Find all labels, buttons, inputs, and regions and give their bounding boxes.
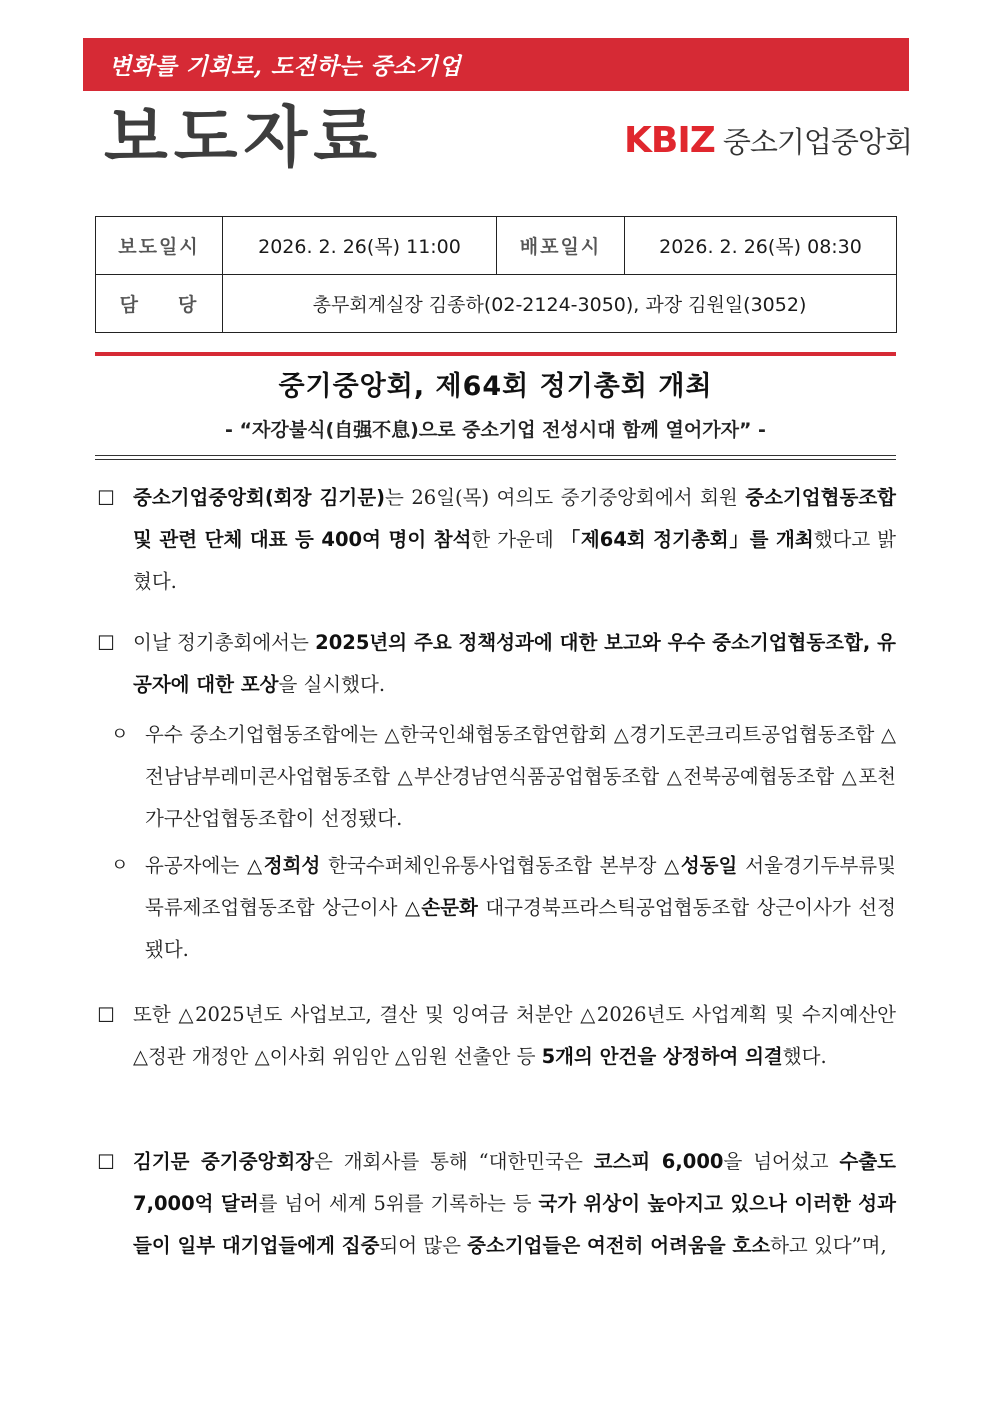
release-info-table [95,216,897,333]
document-type-title: 보도자료 [104,99,384,176]
paragraph-3 [95,994,896,1078]
paragraph-2-text: 이날 정기총회에서는 2025년의 주요 정책성과에 대한 보고와 우수 중소기업협동조합, 유공자에 대한 포상을 실시했다. [133,631,896,696]
distribution-label: 배포일시 [497,217,625,275]
slogan-text: 변화를 기회로, 도전하는 중소기업 [109,53,462,80]
title-bottom-rule [95,455,896,460]
logo-org-name: 중소기업중앙회 [722,124,912,159]
paragraph-3-text: 또한 △2025년도 사업보고, 결산 및 잉여금 처분안 △2026년도 사업계획 및 수지예산안 △정관 개정안 △이사회 위임안 △임원 선출안 등 5개의 안건을 상정하여 의결했다. [133,1003,896,1068]
title-top-rule [95,352,896,356]
paragraph-4 [95,1141,896,1267]
checkbox-bullet-icon: ☐ [97,486,115,510]
circle-bullet-icon: ㅇ [111,855,129,876]
paragraph-2 [95,622,896,706]
sub-item-1 [95,714,896,840]
slogan-banner [83,38,909,91]
paragraph-1-text: 중소기업중앙회(회장 김기문)는 26일(목) 여의도 중기중앙회에서 회원 중소기업협동조합 및 관련 단체 대표 등 400여 명이 참석한 가운데 「제64회 정기총회」를 개최했다고 밝혔다. [133,486,897,593]
contact-row [96,275,897,333]
logo-mark: KBIZ [624,119,715,161]
sub-item-2-text: 유공자에는 △정희성 한국수퍼체인유통사업협동조합 본부장 △성동일 서울경기두부류및묵류제조업협동조합 상근이사 △손문화 대구경북프라스틱공업협동조합 상근이사가 선정됐다. [145,854,896,961]
contact-label-2: 당 [178,294,199,316]
release-row [96,217,897,275]
article-subtitle: - “자강불식(自强不息)으로 중소기업 전성시대 함께 열어가자” - [225,419,766,441]
sub-item-1-text: 우수 중소기업협동조합에는 △한국인쇄협동조합연합회 △경기도콘크리트공업협동조합 △전남남부레미콘사업협동조합 △부산경남연식품공업협동조합 △전북공예협동조합 △포천가구산업협동조합이 선정됐다. [145,723,896,830]
checkbox-bullet-icon: ☐ [97,631,115,655]
contact-label-1: 담 [119,294,178,316]
release-label: 보도일시 [96,217,223,275]
checkbox-bullet-icon: ☐ [97,1150,115,1174]
release-value: 2026. 2. 26(목) 11:00 [223,217,497,275]
paragraph-4-text: 김기문 중기중앙회장은 개회사를 통해 “대한민국은 코스피 6,000을 넘어섰고 수출도 7,000억 달러를 넘어 세계 5위를 기록하는 등 국가 위상이 높아지고 있으나 이러한 성과들이 일부 대기업들에게 집중되어 많은 중소기업들은 여전히 어려움을 호소하고 있다”며, [133,1150,896,1257]
article-title: 중기중앙회, 제64회 정기총회 개최 [278,371,713,402]
paragraph-1 [95,477,896,603]
circle-bullet-icon: ㅇ [111,724,129,745]
sub-item-2 [95,845,896,971]
distribution-value: 2026. 2. 26(목) 08:30 [625,217,897,275]
checkbox-bullet-icon: ☐ [97,1003,115,1027]
contact-label [96,275,223,333]
contact-value: 총무회계실장 김종하(02-2124-3050), 과장 김원일(3052) [223,275,897,333]
kbiz-logo [624,118,912,162]
